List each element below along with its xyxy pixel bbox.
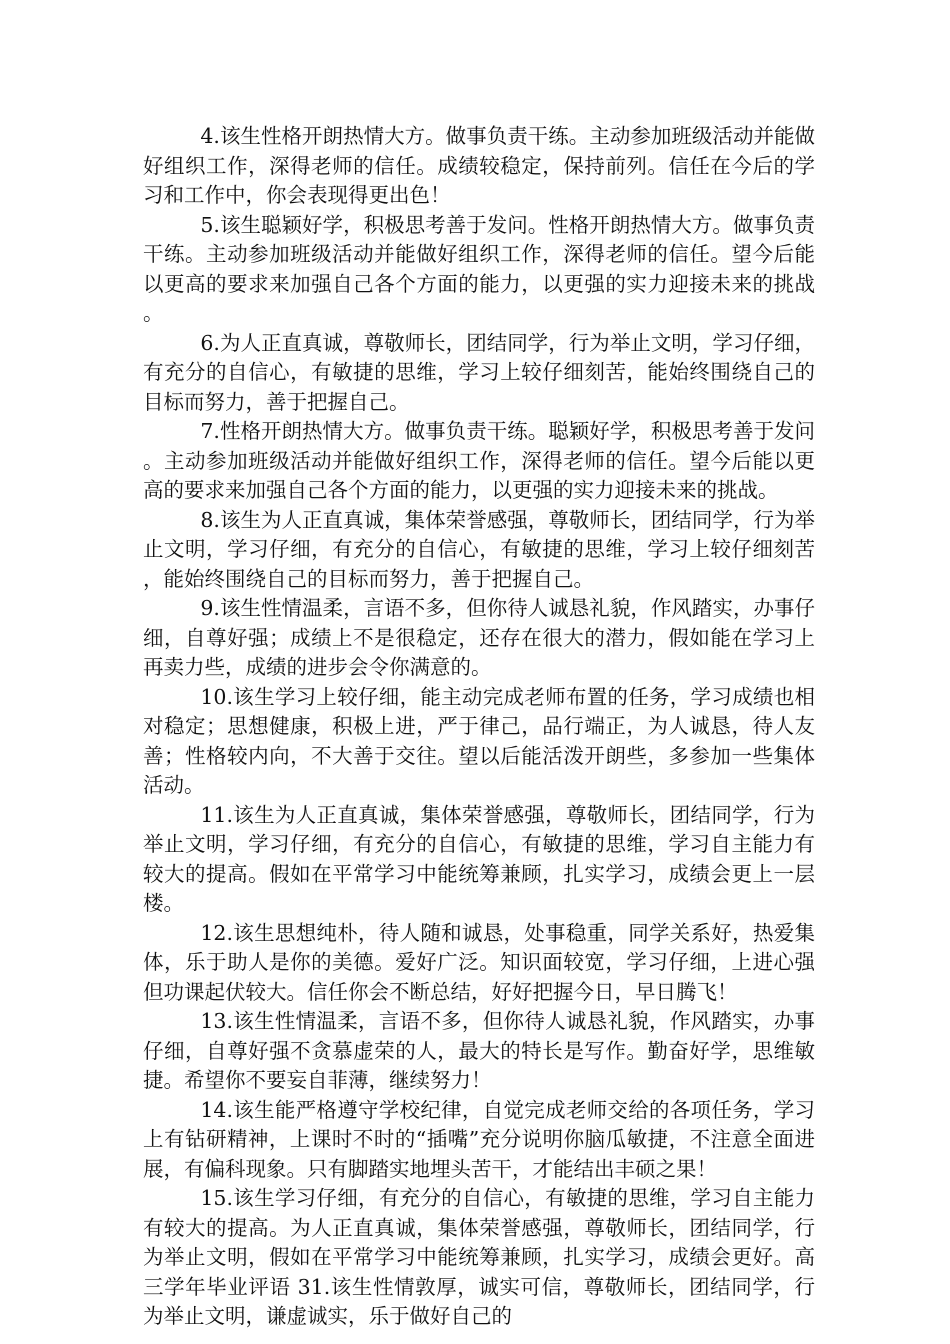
comment-paragraph-13: 13.该生性情温柔，言语不多，但你待人诚恳礼貌，作风踏实，办事仔细，自尊好强不贪慕虚荣的人，最大的特长是写作。勤奋好学，思维敏捷。希望你不要妄自菲薄，继续努力！ <box>143 1009 815 1092</box>
document-page <box>143 122 815 1332</box>
comment-paragraph-12: 12.该生思想纯朴，待人随和诚恳，处事稳重，同学关系好，热爱集体，乐于助人是你的美德。爱好广泛。知识面较宽，学习仔细，上进心强但功课起伏较大。信任你会不断总结，好好把握今日，早日腾飞！ <box>143 920 815 1004</box>
comment-paragraph-4: 4.该生性格开朗热情大方。做事负责干练。主动参加班级活动并能做好组织工作，深得老师的信任。成绩较稳定，保持前列。信任在今后的学习和工作中，你会表现得更出色！ <box>143 124 815 207</box>
comment-paragraph-11: 11.该生为人正直真诚，集体荣誉感强，尊敬师长，团结同学，行为举止文明，学习仔细，有充分的自信心，有敏捷的思维，学习自主能力有较大的提高。假如在平常学习中能统筹兼顾，扎实学习，成绩会更上一层楼。 <box>143 802 815 915</box>
comment-paragraph-10: 10.该生学习上较仔细，能主动完成老师布置的任务，学习成绩也相对稳定；思想健康，积极上进，严于律己，品行端正，为人诚恳，待人友善；性格较内向，不大善于交往。望以后能活泼开朗些，多参加一些集体活动。 <box>143 684 815 797</box>
comment-paragraph-8: 8.该生为人正直真诚，集体荣誉感强，尊敬师长，团结同学，行为举止文明，学习仔细，有充分的自信心，有敏捷的思维，学习上较仔细刻苦，能始终围绕自己的目标而努力，善于把握自己。 <box>143 507 815 591</box>
comment-paragraph-15: 15.该生学习仔细，有充分的自信心，有敏捷的思维，学习自主能力有较大的提高。为人正直真诚，集体荣誉感强，尊敬师长，团结同学，行为举止文明，假如在平常学习中能统筹兼顾，扎实学习，成绩会更好。高三学年毕业评语 31.该生性情敦厚，诚实可信，尊敬师长，团结同学，行为举止文明，谦虚诚实，乐于做好自己的 <box>143 1186 815 1328</box>
comment-paragraph-5: 5.该生聪颖好学，积极思考善于发问。性格开朗热情大方。做事负责干练。主动参加班级活动并能做好组织工作，深得老师的信任。望今后能以更高的要求来加强自己各个方面的能力，以更强的实力迎接未来的挑战。 <box>143 212 815 325</box>
comment-paragraph-6: 6.为人正直真诚，尊敬师长，团结同学，行为举止文明，学习仔细，有充分的自信心，有敏捷的思维，学习上较仔细刻苦，能始终围绕自己的目标而努力，善于把握自己。 <box>143 330 815 414</box>
comment-paragraph-9: 9.该生性情温柔，言语不多，但你待人诚恳礼貌，作风踏实，办事仔细，自尊好强；成绩上不是很稳定，还存在很大的潜力，假如能在学习上再卖力些，成绩的进步会令你满意的。 <box>143 596 815 679</box>
comment-paragraph-7: 7.性格开朗热情大方。做事负责干练。聪颖好学，积极思考善于发问。主动参加班级活动并能做好组织工作，深得老师的信任。望今后能以更高的要求来加强自己各个方面的能力，以更强的实力迎接未来的挑战。 <box>143 419 815 502</box>
comment-paragraph-14: 14.该生能严格遵守学校纪律，自觉完成老师交给的各项任务，学习上有钻研精神，上课时不时的“插嘴”充分说明你脑瓜敏捷，不注意全面进展，有偏科现象。只有脚踏实地埋头苦干，才能结出丰硕之果！ <box>143 1097 815 1181</box>
